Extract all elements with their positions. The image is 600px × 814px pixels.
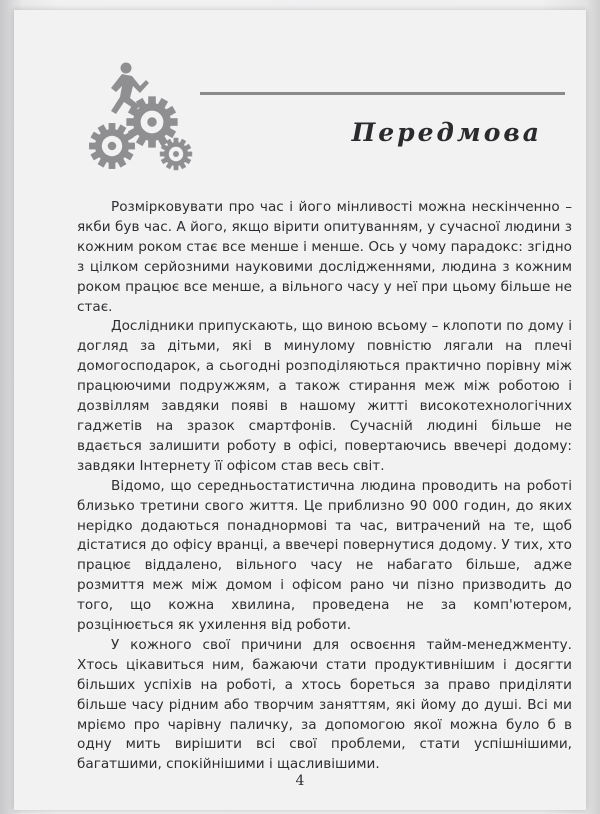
book-page bbox=[14, 10, 586, 810]
page-number: 4 bbox=[295, 773, 305, 789]
paragraph: У кожного свої причини для освоєння тайм-менеджменту. Хтось цікавиться ним, бажаючи стати продуктивнішим і досягти більших успіхів на роботі, а хтось бореться за право приділяти більше часу рідним або творчим заняттям, які йому до душі. Всі ми мріємо про чарівну паличку, за допомогою якої можна було б в одну мить вирішити всі свої проблеми, стати успішнішими, багатшими, спокійнішими і щасливішими. bbox=[77, 636, 572, 773]
paragraph: Відомо, що середньостатистична людина проводить на роботі близько третини свого життя. Це приблизно 90 000 годин, до яких нерідко додаються понаднормові та час, витрачений на те, щоб дістатися до офісу вранці, а ввечері повернутися додому. У тих, хто працює віддалено, вільного часу не набагато більше, адже розмиття меж між домом і офісом рано чи пізно призводить до того, що кожна хвилина, проведена не за комп'ютером, розцінюється як ухилення від роботи. bbox=[77, 477, 572, 634]
page-title: Передмова bbox=[351, 118, 542, 147]
gears-runner-icon bbox=[86, 58, 204, 176]
paragraph: Дослідники припускають, що виною всьому – клопоти по дому і догляд за дітьми, які в минулому повністю лягали на плечі домогосподарок, а сьогодні розподіляються практично порівну між працюючими подружжям, а також стирання меж між роботою і дозвіллям завдяки появі в нашому житті високотехнологічних гаджетів на зразок смартфонів. Сучасній людині більше не вдається залишити роботу в офісі, повертаючись ввечері додому: завдяки Інтернету її офісом став весь світ. bbox=[77, 318, 572, 474]
header-rule bbox=[200, 92, 565, 95]
paragraph: Розмірковувати про час і його мінливості можна нескінченно – якби був час. А його, якщо вірити опитуванням, у сучасної людини з кожним роком стає все менше і менше. Ось у чому парадокс: згідно з цілком серйозними науковими дослідженнями, людина з кожним роком працює все менше, а вільного часу у неї при цьому більше не стає. bbox=[77, 199, 572, 315]
body-text bbox=[77, 198, 572, 775]
